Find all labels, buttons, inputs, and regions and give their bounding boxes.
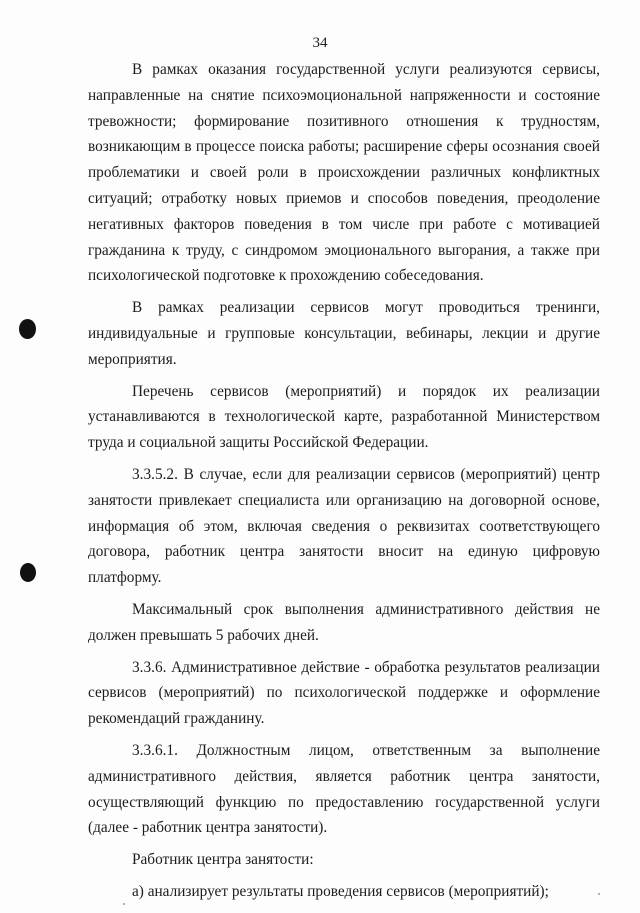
punch-hole-bottom bbox=[20, 563, 36, 582]
paragraph-3-3-6-1: 3.3.6.1. Должностным лицом, ответственным за выполнение административного действия, является работник центра занятости, осуществляющий функцию по предоставлению государственной услуги (далее - работник центра занятости). bbox=[88, 741, 600, 837]
document-body bbox=[88, 57, 600, 911]
paragraph-3-3-5-2: 3.3.5.2. В случае, если для реализации сервисов (мероприятий) центр занятости привлекает специалиста или организацию на договорной основе, информация об этом, включая сведения о реквизитах соответствующего договора, работник центра занятости вносит на единую цифровую платформу. bbox=[88, 465, 600, 587]
paragraph-max-term: Максимальный срок выполнения административного действия не должен превышать 5 рабочих дней. bbox=[88, 600, 600, 644]
page-number: 34 bbox=[312, 35, 328, 51]
paragraph-worker: Работник центра занятости: bbox=[132, 851, 314, 869]
paragraph-trainings: В рамках реализации сервисов могут проводиться тренинги, индивидуальные и групповые консультации, вебинары, лекции и другие мероприятия. bbox=[88, 299, 600, 368]
paragraph-list: Перечень сервисов (мероприятий) и порядок их реализации устанавливаются в технологической карте, разработанной Министерством труда и социальной защиты Российской Федерации. bbox=[88, 382, 600, 452]
paragraph-services: В рамках оказания государственной услуги реализуются сервисы, направленные на снятие психоэмоциональной напряженности и состояние тревожности; формирование позитивного отношения к трудностям, возникающим в процессе поиска работы; расширение сферы осознания своей проблематики и своей роли в происхождении различных конфликтных ситуаций; отработку новых приемов и способов поведения, преодоление негативных факторов поведения в том числе при работе с мотивацией гражданина к труду, с синдромом эмоционального выгорания, а также при психологической подготовке к прохождению собеседования. bbox=[88, 61, 600, 285]
paragraph-item-a: а) анализирует результаты проведения сервисов (мероприятий); bbox=[132, 882, 549, 900]
paragraph-3-3-6: 3.3.6. Административное действие - обработка результатов реализации сервисов (мероприятий) по психологической поддержке и оформление рекомендаций гражданину. bbox=[88, 658, 600, 728]
punch-hole-top bbox=[19, 319, 36, 339]
